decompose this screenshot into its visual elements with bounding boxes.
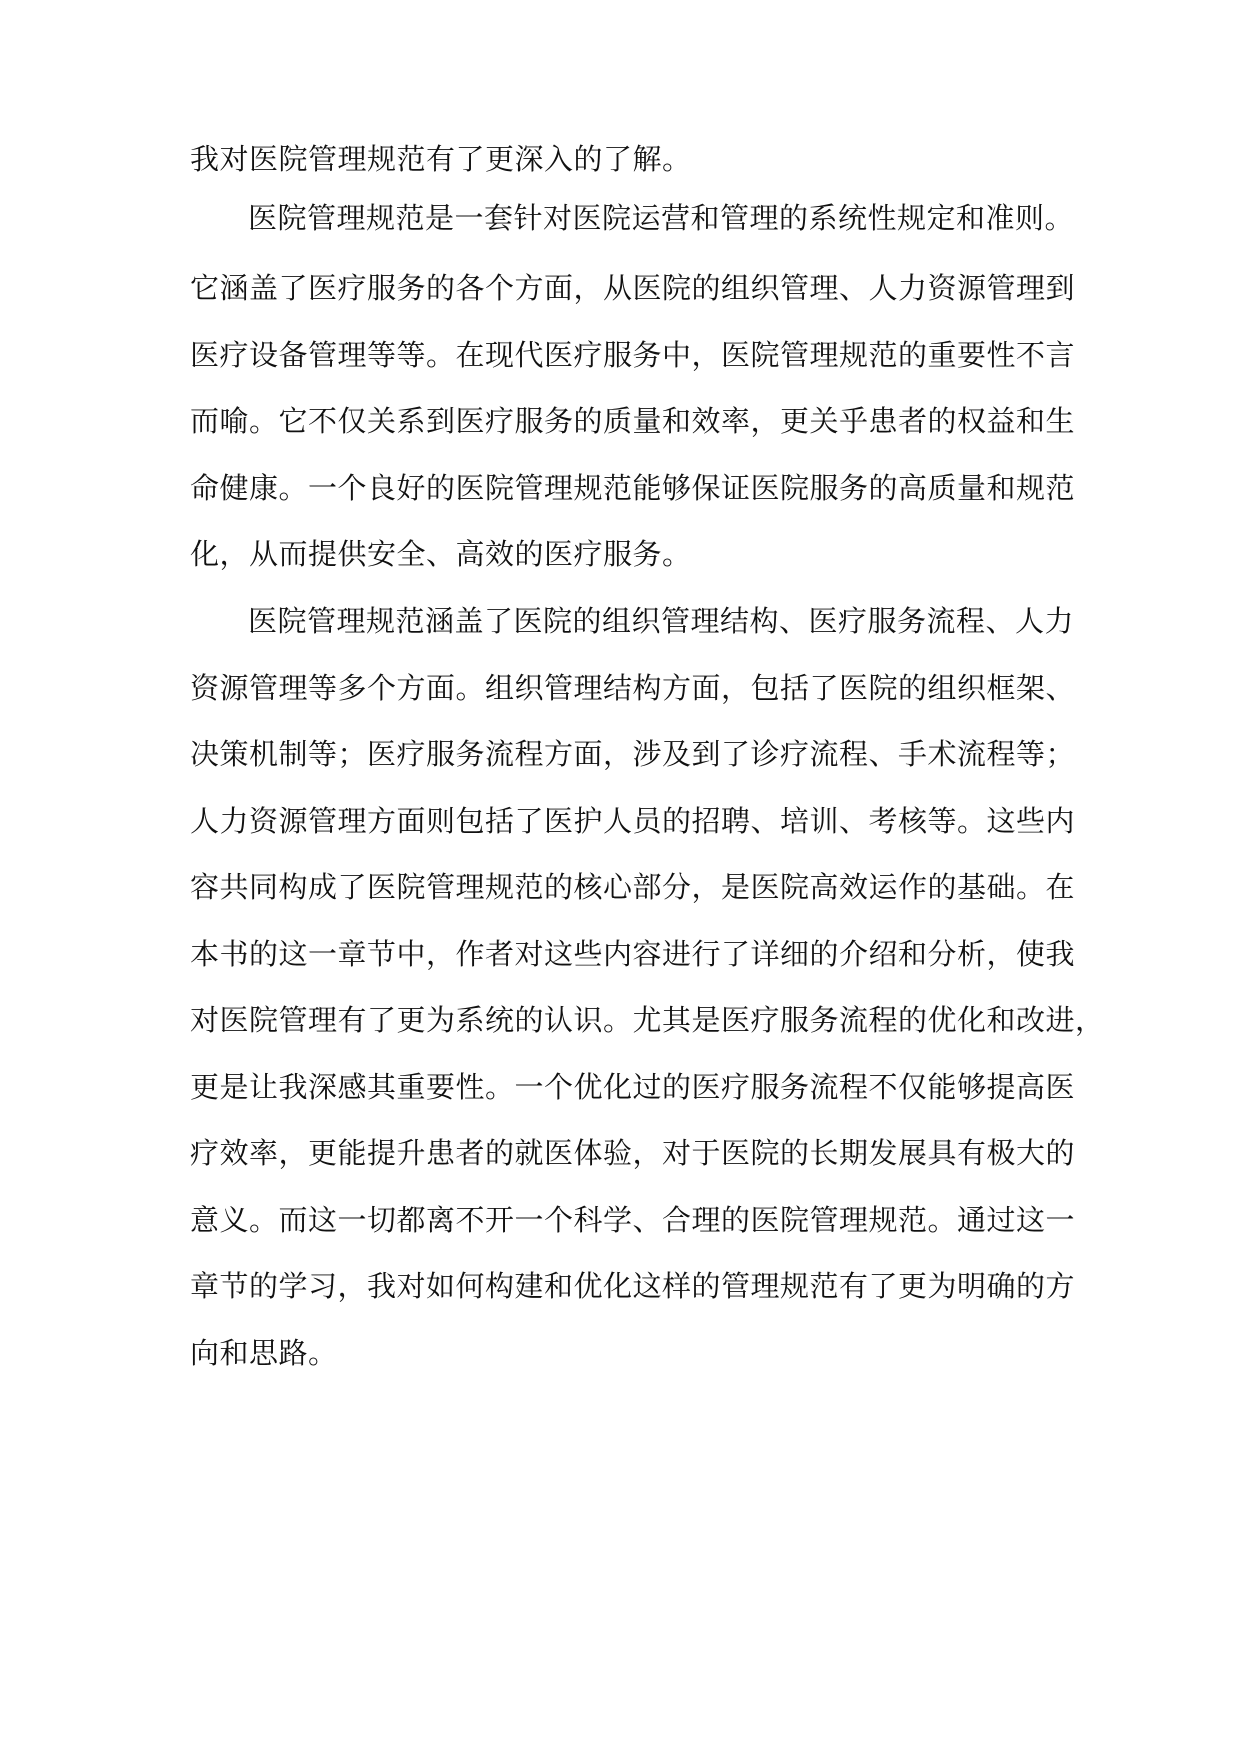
text-line: 医疗设备管理等等。在现代医疗服务中，医院管理规范的重要性不言: [190, 338, 1076, 372]
text-line: 向和思路。: [190, 1336, 338, 1370]
text-line: 我对医院管理规范有了更深入的了解。: [190, 142, 692, 176]
text-line: 化，从而提供安全、高效的医疗服务。: [190, 537, 692, 571]
text-line: 容共同构成了医院管理规范的核心部分，是医院高效运作的基础。在: [190, 870, 1076, 904]
paragraph-first-line: 医院管理规范是一套针对医院运营和管理的系统性规定和准则。: [248, 201, 1075, 235]
text-line: 人力资源管理方面则包括了医护人员的招聘、培训、考核等。这些内: [190, 804, 1076, 838]
text-line: 而喻。它不仅关系到医疗服务的质量和效率，更关乎患者的权益和生: [190, 404, 1076, 438]
text-line: 它涵盖了医疗服务的各个方面，从医院的组织管理、人力资源管理到: [190, 271, 1076, 305]
text-line: 本书的这一章节中，作者对这些内容进行了详细的介绍和分析，使我: [190, 937, 1076, 971]
text-line: 命健康。一个良好的医院管理规范能够保证医院服务的高质量和规范: [190, 471, 1076, 505]
text-line: 决策机制等；医疗服务流程方面，涉及到了诊疗流程、手术流程等；: [190, 737, 1076, 771]
text-line: 章节的学习，我对如何构建和优化这样的管理规范有了更为明确的方: [190, 1269, 1076, 1303]
text-line: 意义。而这一切都离不开一个科学、合理的医院管理规范。通过这一: [190, 1203, 1076, 1237]
text-line: 疗效率，更能提升患者的就医体验，对于医院的长期发展具有极大的: [190, 1136, 1076, 1170]
text-line: 对医院管理有了更为系统的认识。尤其是医疗服务流程的优化和改进，: [190, 1003, 1105, 1037]
paragraph-first-line: 医院管理规范涵盖了医院的组织管理结构、医疗服务流程、人力: [248, 604, 1075, 638]
text-line: 更是让我深感其重要性。一个优化过的医疗服务流程不仅能够提高医: [190, 1070, 1076, 1104]
text-line: 资源管理等多个方面。组织管理结构方面，包括了医院的组织框架、: [190, 671, 1076, 705]
